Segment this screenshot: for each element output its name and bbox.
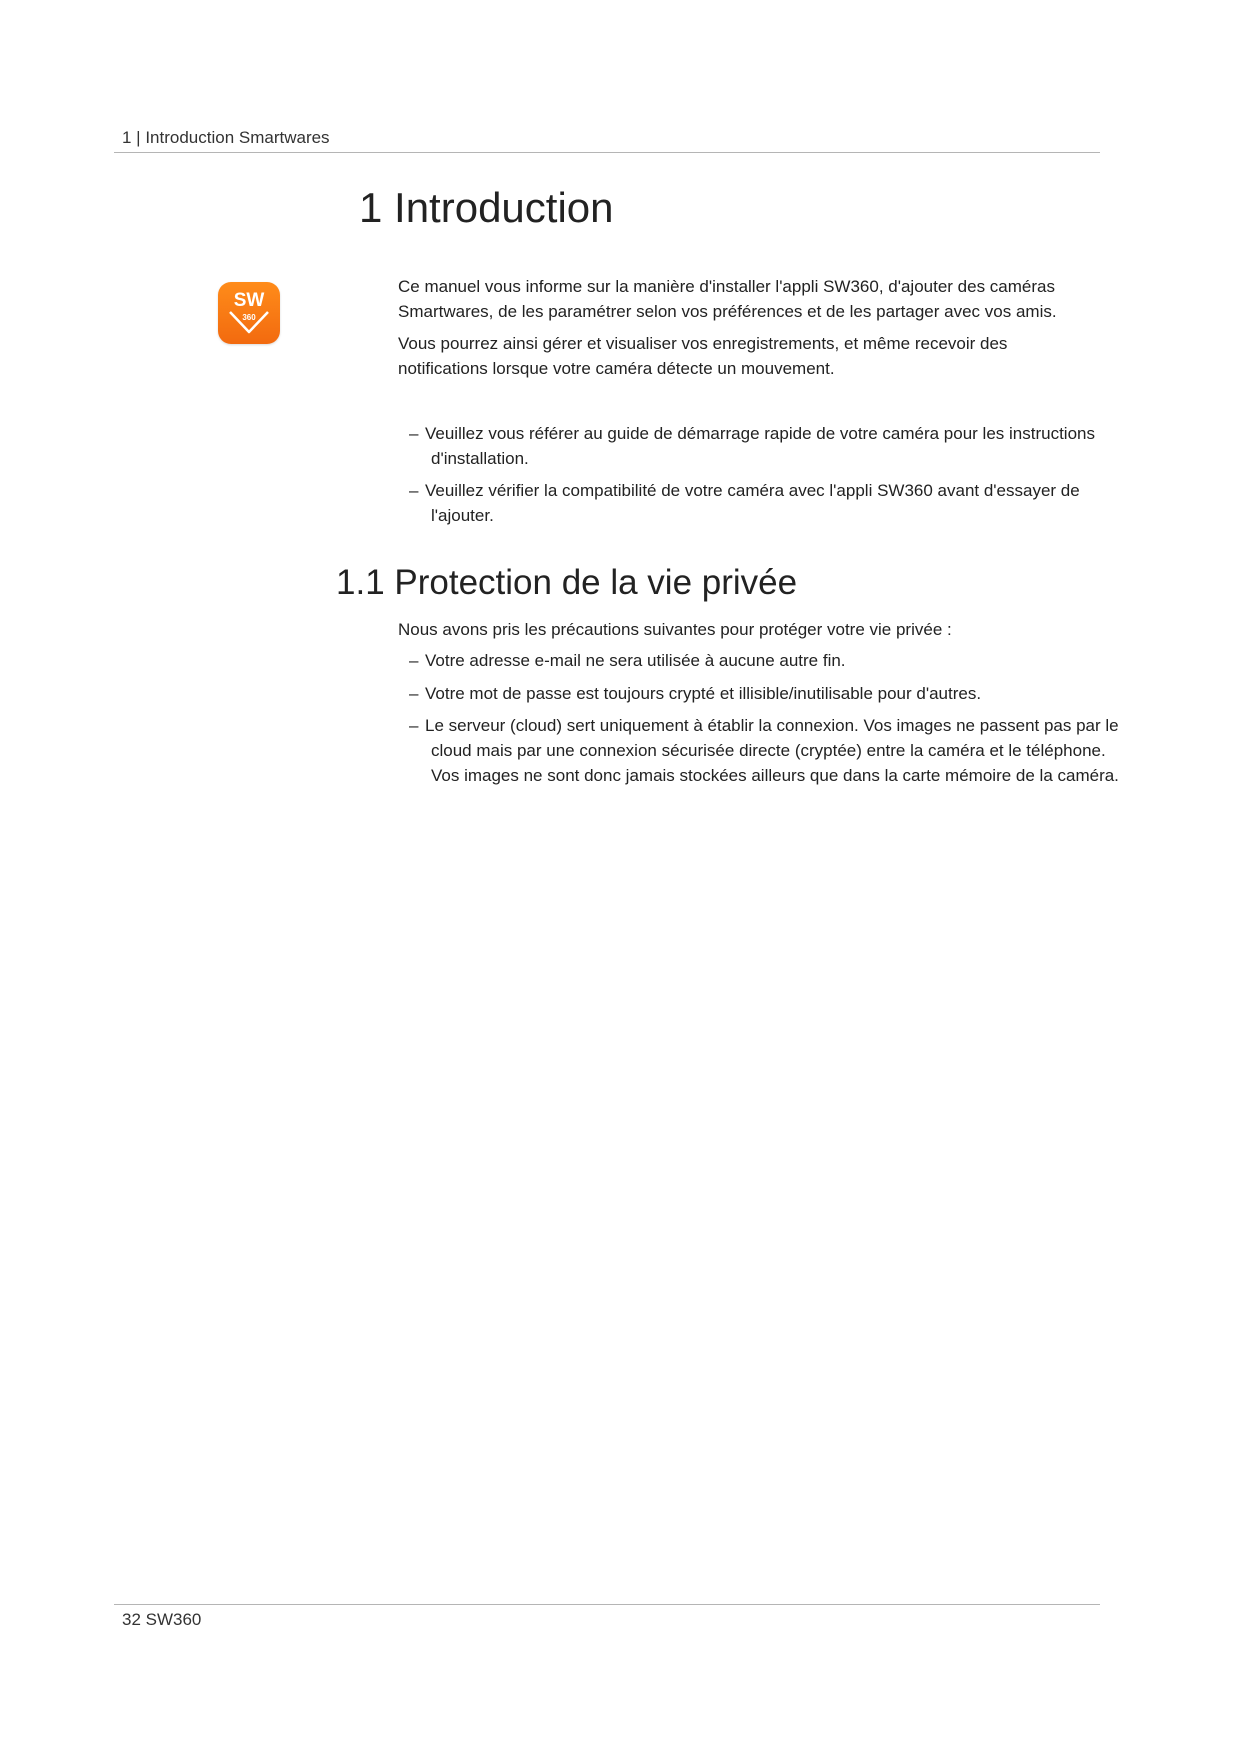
privacy-item-text: Le serveur (cloud) sert uniquement à établir la connexion. Vos images ne passent pas par le cloud mais par une connexion sécurisée directe (cryptée) entre la caméra et le téléphone. Vos images ne sont donc jamais stockées ailleurs que dans la carte mémoire de la caméra. [425, 716, 1119, 785]
svg-text:SW: SW [233, 290, 265, 311]
dash-bullet: – [409, 716, 419, 735]
intro-paragraph-2: Vous pourrez ainsi gérer et visualiser vos enregistrements, et même recevoir des notifications lorsque votre caméra détecte un mouvement. [398, 334, 1008, 378]
privacy-item [409, 713, 1121, 788]
note-text: Veuillez vérifier la compatibilité de votre caméra avec l'appli SW360 avant d'essayer de l'ajouter. [425, 481, 1080, 525]
sw360-logo-icon [218, 282, 280, 344]
privacy-item-text: Votre mot de passe est toujours crypté et illisible/inutilisable pour d'autres. [425, 684, 982, 703]
privacy-item [409, 681, 1121, 706]
dash-bullet: – [409, 481, 419, 500]
header-rule [114, 152, 1100, 153]
section-title: 1 Introduction [359, 184, 614, 231]
note-item [409, 478, 1121, 528]
intro-paragraph-1: Ce manuel vous informe sur la manière d'installer l'appli SW360, d'ajouter des caméras Smartwares, de les paramétrer selon vos préférences et de les partager avec vos amis. [398, 277, 1057, 321]
running-header: 1 | Introduction Smartwares [122, 128, 330, 147]
privacy-item-text: Votre adresse e-mail ne sera utilisée à aucune autre fin. [425, 651, 846, 670]
privacy-lead: Nous avons pris les précautions suivantes pour protéger votre vie privée : [398, 620, 952, 639]
dash-bullet: – [409, 651, 419, 670]
page-footer: 32 SW360 [122, 1610, 202, 1629]
sw360-app-icon [218, 282, 280, 344]
footer-rule [114, 1604, 1100, 1605]
note-item [409, 421, 1121, 471]
note-text: Veuillez vous référer au guide de démarrage rapide de votre caméra pour les instructions d'installation. [425, 424, 1095, 468]
dash-bullet: – [409, 684, 419, 703]
privacy-item [409, 648, 1121, 673]
subsection-title: 1.1 Protection de la vie privée [336, 563, 798, 602]
dash-bullet: – [409, 424, 419, 443]
svg-text:360: 360 [242, 313, 256, 322]
